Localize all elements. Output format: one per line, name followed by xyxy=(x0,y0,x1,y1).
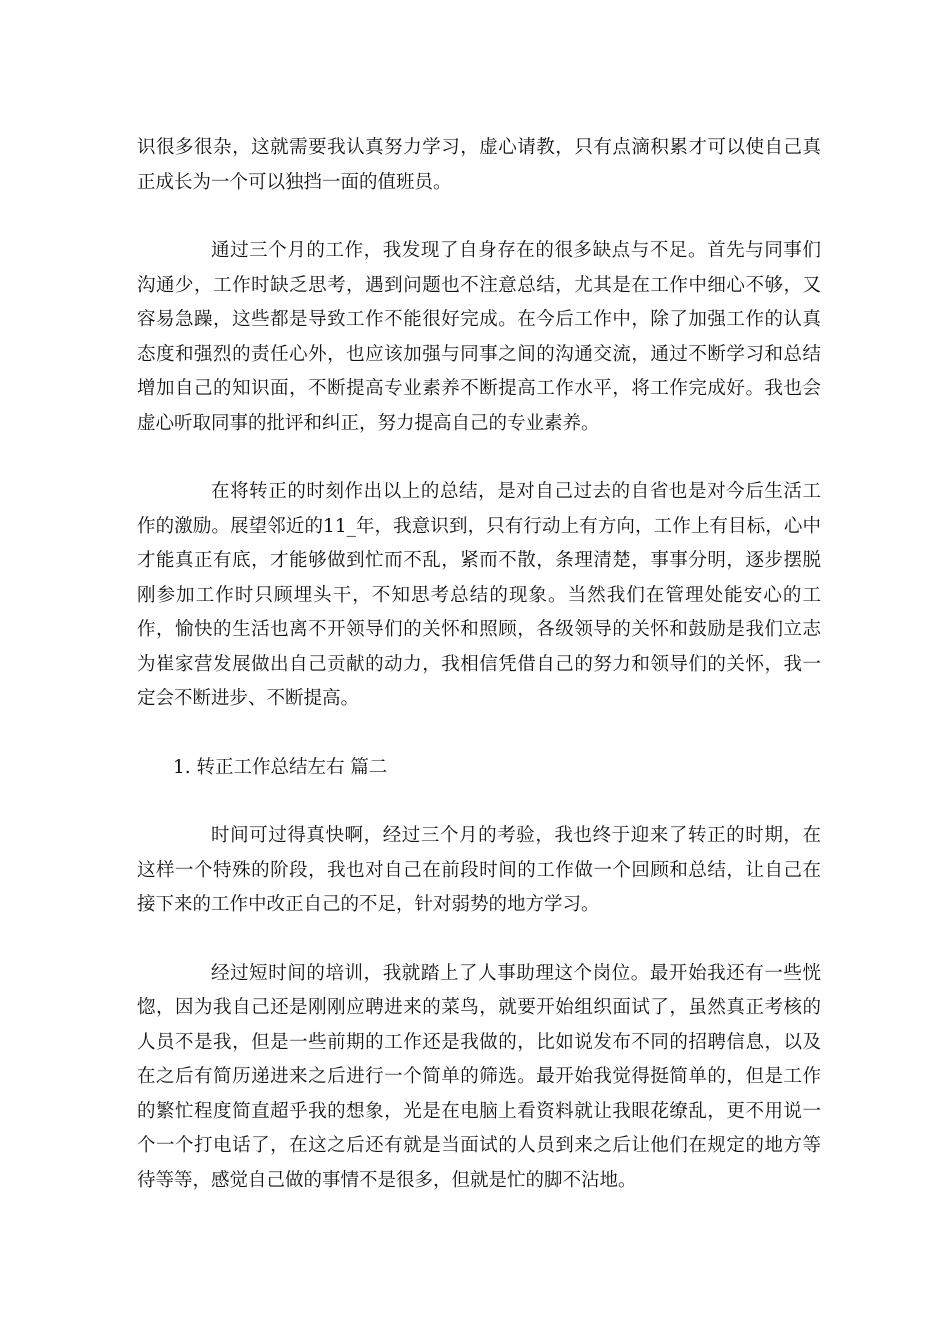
paragraph-gap xyxy=(137,200,821,234)
paragraph-gap xyxy=(137,785,821,819)
document-page xyxy=(137,131,821,1198)
paragraph-training: 经过短时间的培训，我就踏上了人事助理这个岗位。最开始我还有一些恍惚，因为我自己还是刚刚应聘进来的菜鸟，就要开始组织面试了，虽然真正考核的人员不是我，但是一些前期的工作还是我做的，比如说发布不同的招聘信息，以及在之后有简历递进来之后进行一个简单的筛选。最开始我觉得挺简单的，但是工作的繁忙程度简直超乎我的想象，光是在电脑上看资料就让我眼花缭乱，更不用说一个一个打电话了，在这之后还有就是当面试的人员到来之后让他们在规定的地方等待等等，感觉自己做的事情不是很多，但就是忙的脚不沾地。 xyxy=(137,962,821,1191)
paragraph-outlook: 在将转正的时刻作出以上的总结，是对自己过去的自省也是对今后生活工作的激励。展望邻近的11_年，我意识到，只有行动上有方向，工作上有目标，心中才能真正有底，才能够做到忙而不乱，紧而不散，条理清楚，事事分明，逐步摆脱刚参加工作时只顾埋头干，不知思考总结的现象。当然我们在管理处能安心的工作，愉快的生活也离不开领导们的关怀和照顾，各级领导的关怀和鼓励是我们立志为崔家营发展做出自己贡献的动力，我相信凭借自己的努力和领导们的关怀，我一定会不断进步、不断提高。 xyxy=(137,481,821,709)
paragraph-shortcomings: 通过三个月的工作，我发现了自身存在的很多缺点与不足。首先与同事们沟通少，工作时缺乏思考，遇到问题也不注意总结，尤其是在工作中细心不够，又容易急躁，这些都是导致工作不能很好完成。在今后工作中，除了加强工作的认真态度和强烈的责任心外，也应该加强与同事之间的沟通交流，通过不断学习和总结增加自己的知识面，不断提高专业素养不断提高工作水平，将工作完成好。我也会虚心听取同事的批评和纠正，努力提高自己的专业素养。 xyxy=(137,240,821,434)
paragraph-gap xyxy=(137,441,821,475)
paragraph-gap xyxy=(137,717,821,751)
section-heading: 1. 转正工作总结左右 篇二 xyxy=(173,756,388,778)
paragraph-continuation: 识很多很杂，这就需要我认真努力学习，虚心请教，只有点滴积累才可以使自己真正成长为一个可以独挡一面的值班员。 xyxy=(137,137,821,193)
paragraph-gap xyxy=(137,923,821,957)
paragraph-intro: 时间可过得真快啊，经过三个月的考验，我也终于迎来了转正的时期，在这样一个特殊的阶段，我也对自己在前段时间的工作做一个回顾和总结，让自己在接下来的工作中改正自己的不足，针对弱势的地方学习。 xyxy=(137,825,821,915)
